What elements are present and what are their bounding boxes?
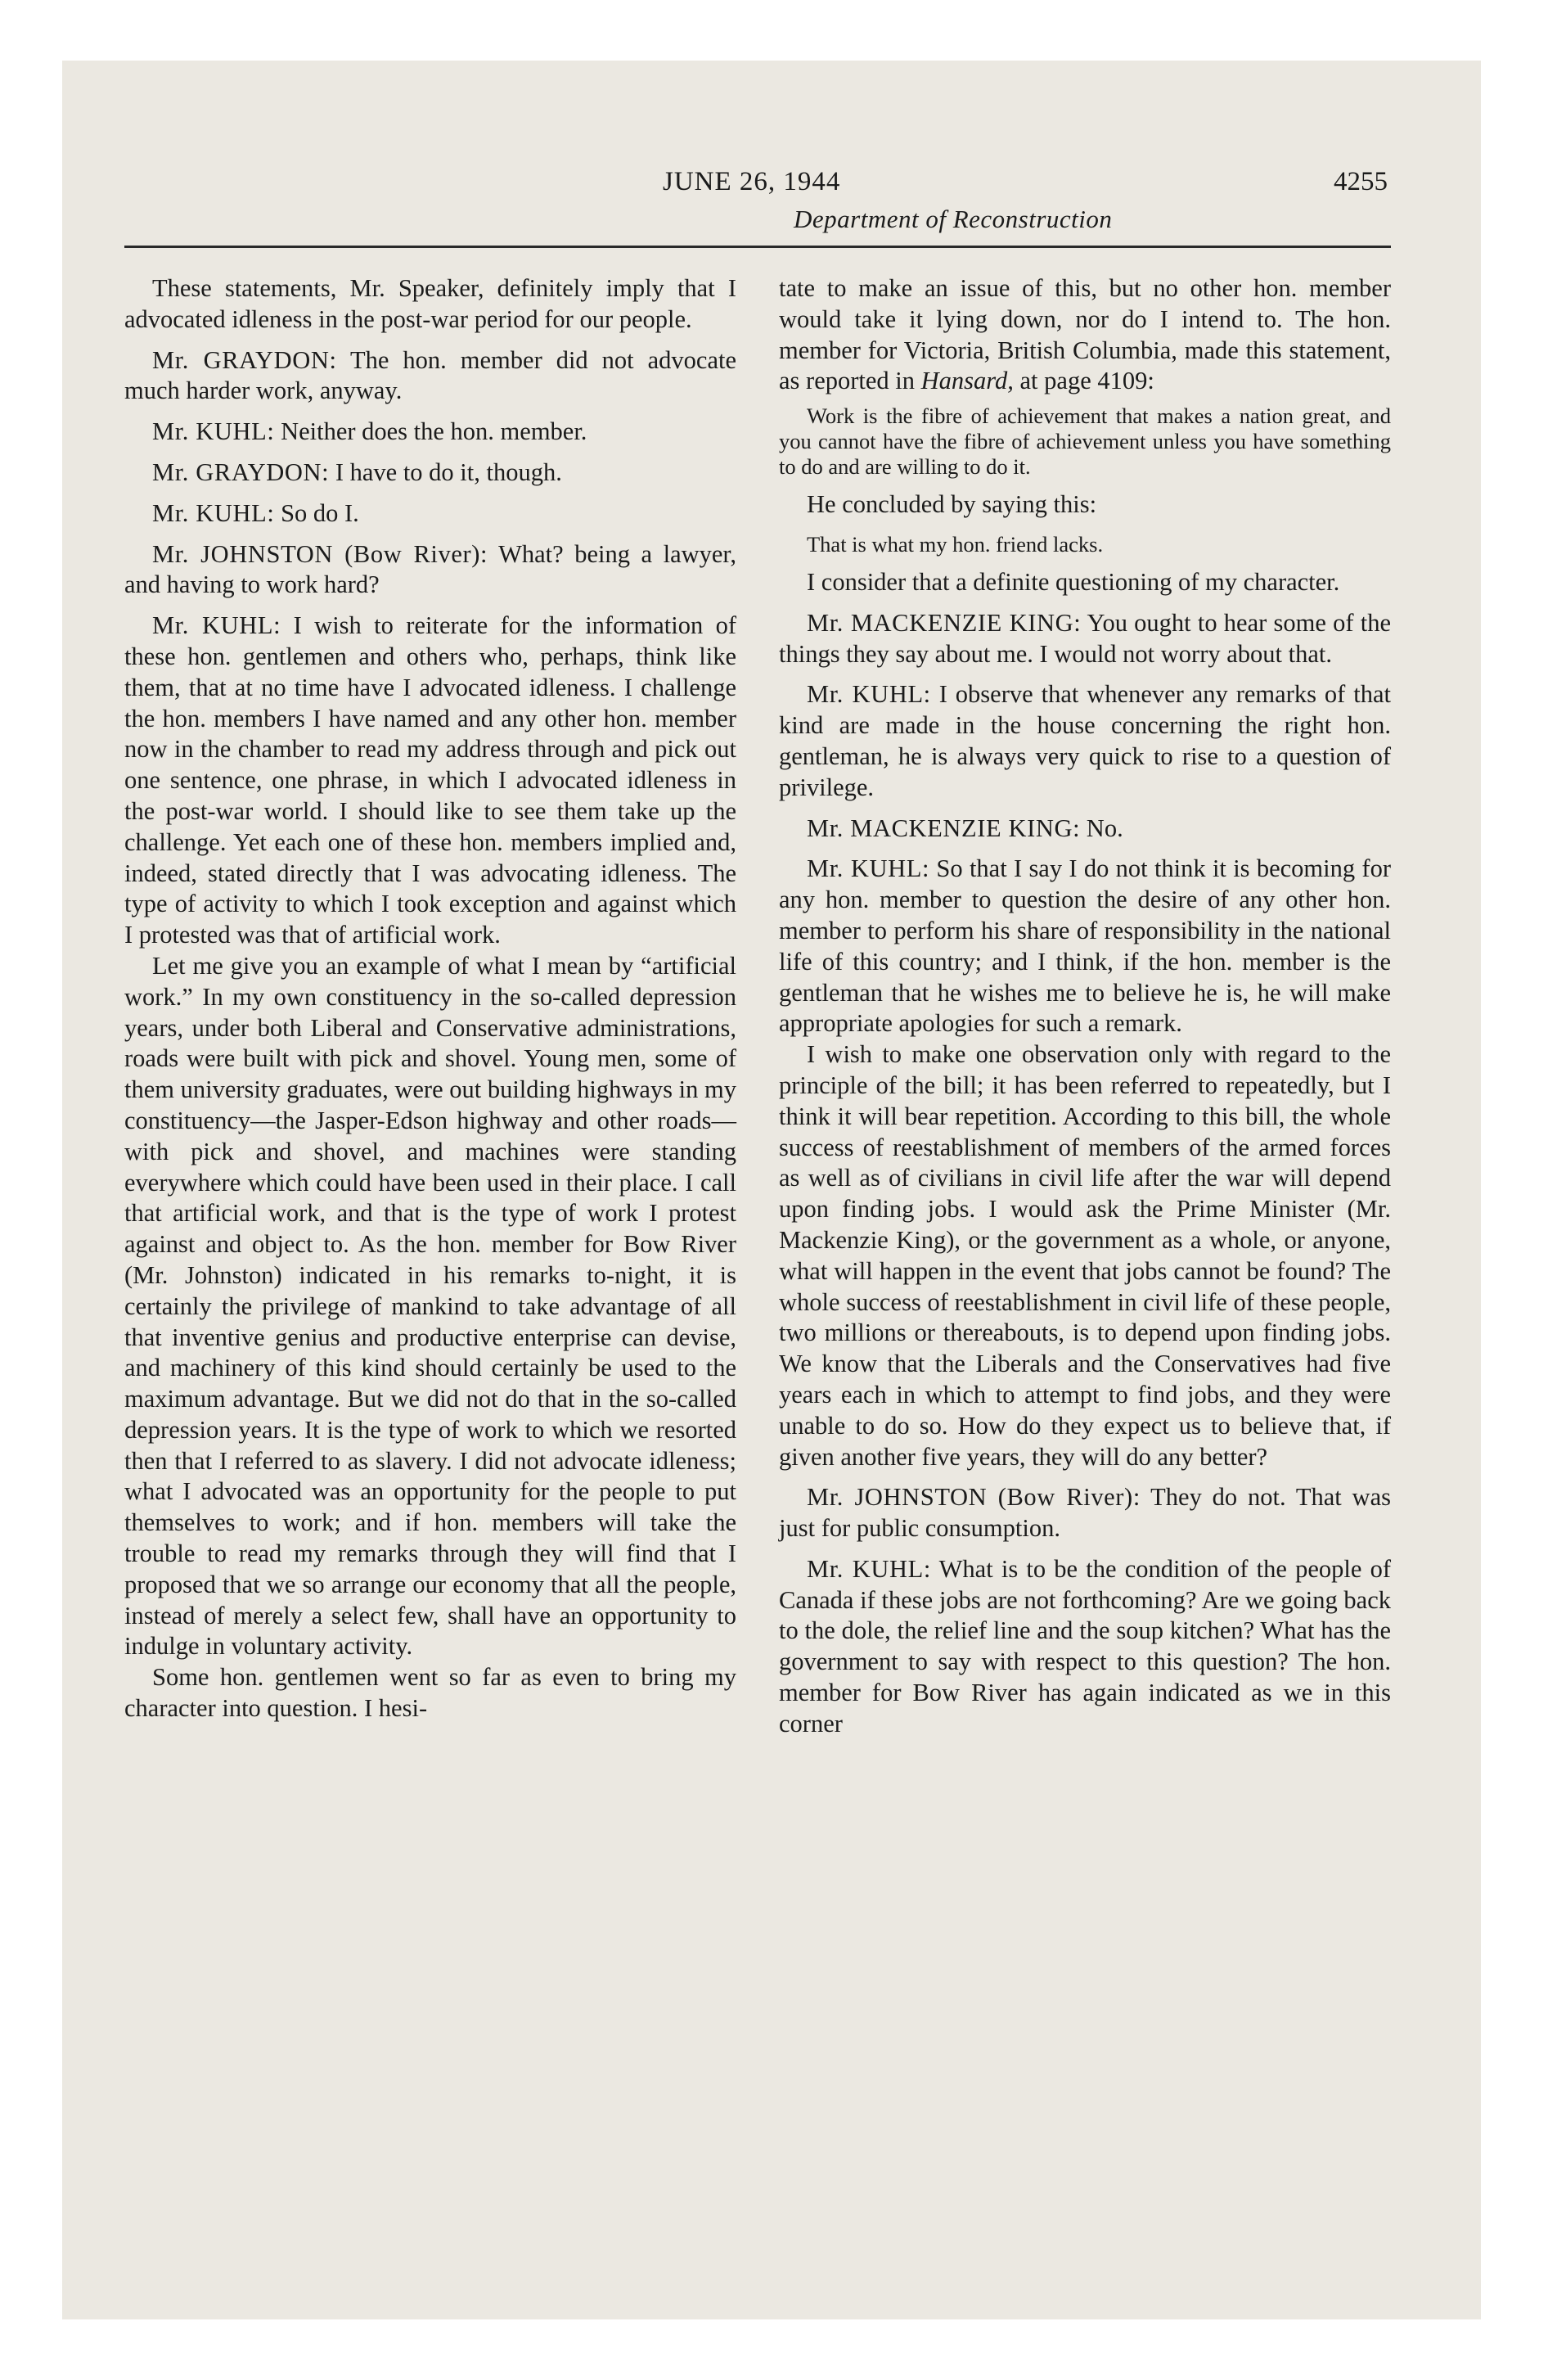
paragraph-text: So that I say I do not think it is becoming for any hon. member to question the desire of any other hon. member to perform his share of responsibility in the national life of this country; and I think, if the hon. member is the gentleman that he wishes me to believe he is, he will make appropriate apologies for such a remark.	[779, 854, 1391, 1038]
quote-text: That is what my hon. friend lacks.	[807, 531, 1104, 557]
hansard-page	[124, 164, 1391, 2202]
paragraph	[779, 854, 1391, 1039]
speaker-name: Mr. GRAYDON:	[152, 458, 330, 486]
paragraph	[779, 679, 1391, 803]
speaker-name: Mr. JOHNSTON (Bow River):	[152, 539, 488, 568]
speaker-name: Mr. KUHL:	[807, 1554, 931, 1583]
paragraph-text: What? being a lawyer, and having to work hard?	[124, 539, 736, 599]
speaker-name: Mr. KUHL:	[807, 680, 931, 709]
paragraph	[779, 567, 1391, 598]
right-column	[779, 273, 1391, 1740]
paragraph-text: Some hon. gentlemen went so far as even to bring my character into question. I hesi-	[124, 1663, 736, 1723]
paragraph-text: So do I.	[281, 498, 359, 527]
speaker-name: Mr. KUHL:	[152, 417, 275, 446]
page-header	[124, 164, 1391, 248]
speaker-name: Mr. KUHL:	[152, 498, 275, 527]
paragraph-text: Let me give you an example of what I mean by “artificial work.” In my own constituency in the so-called depression years, under both Liberal and Conservative administrations, roads were built with pick and shovel. Young men, some of them university graduates, were out building highways in my constituency—the Jasper-Edson highway and other roads—with pick and shovel, and machines were standing everywhere which could have been used in their place. I call that artificial work, and that is the type of work I protest against and object to. As the hon. member for Bow River (Mr. Johnston) indicated in his remarks to-night, it is certainly the privilege of mankind to take advantage of all that inventive genius and productive enterprise can devise, and machinery of this kind should certainly be used to the maximum advantage. But we did not do that in the so-called depression years. It is the type of work to which we resorted then that I referred to as slavery. I did not advocate idleness; what I advocated was an opportunity for the people to put themselves to work; and if hon. members will take the trouble to read my remarks through they will find that I proposed that we so arrange our economy that all the people, instead of merely a select few, shall have an opportunity to indulge in voluntary activity.	[124, 951, 736, 1661]
paragraph	[779, 608, 1391, 670]
paragraph-text: I have to do it, though.	[335, 458, 562, 486]
paragraph	[124, 1662, 736, 1724]
paragraph-text: You ought to hear some of the things they say about me. I would not worry about that.	[779, 608, 1392, 668]
speaker-name: Mr. KUHL:	[807, 854, 930, 883]
paragraph-text: The hon. member did not advocate much harder work, anyway.	[124, 345, 737, 405]
paragraph-text: He concluded by saying this:	[807, 490, 1097, 519]
paragraph-text: What is to be the condition of the people of Canada if these jobs are not forthcoming? Are we going back to the dole, the relief line and the soup kitchen? What has the government to say with respect to this question? The hon. member for Bow River has again indicated as we in this corner	[779, 1554, 1391, 1738]
paragraph-text: I wish to reiterate for the information of these hon. gentlemen and others who, perhaps, think like them, that at no time have I advocated idleness. I challenge the hon. members I have named and any other hon. member now in the chamber to read my address through and pick out one sentence, one phrase, in which I advocated idleness in the post-war world. I should like to see them take up the challenge. Yet each one of these hon. members implied and, indeed, stated directly that I was advocating idleness. The type of activity to which I took exception and against which I protested was that of artificial work.	[124, 611, 736, 949]
header-date: JUNE 26, 1944	[663, 167, 841, 196]
paragraph-text: I wish to make one observation only with regard to the principle of the bill; it has been referred to repeatedly, but I think it will bear repetition. According to this bill, the whole success of reestablishment of members of the armed forces as well as of civilians in civil life after the war will depend upon finding jobs. I would ask the Prime Minister (Mr. Mackenzie King), or the government as a whole, or anyone, what will happen in the event that jobs cannot be found? The whole success of reestablishment in civil life of these people, two millions or thereabouts, is to depend upon finding jobs. We know that the Liberals and the Conservatives had five years each in which to attempt to find jobs, and they were unable to do so. How do they expect us to believe that, if given another five years, they will do any better?	[779, 1040, 1391, 1471]
publication-name: Hansard,	[920, 367, 1014, 395]
paragraph	[779, 489, 1391, 521]
speaker-name: Mr. MACKENZIE KING:	[807, 814, 1081, 842]
speaker-name: Mr. MACKENZIE KING:	[807, 608, 1082, 637]
paragraph	[779, 1554, 1391, 1740]
quote-text: Work is the fibre of achievement that makes a nation great, and you cannot have the fibre of achievement unless you have something to do and are willing to do it.	[779, 403, 1391, 480]
paragraph	[124, 273, 736, 336]
left-column	[124, 273, 736, 1724]
paragraph	[124, 498, 736, 530]
paragraph	[124, 458, 736, 489]
block-quote	[779, 403, 1391, 480]
speaker-name: Mr. KUHL:	[152, 611, 281, 640]
paragraph-text: tate to make an issue of this, but no other hon. member would take it lying down, nor do I intend to. The hon. member for Victoria, British Columbia, made this statement, as reported in	[779, 274, 1391, 395]
page-number: 4255	[1334, 167, 1388, 196]
speaker-name: Mr. JOHNSTON (Bow River):	[807, 1483, 1141, 1512]
paragraph	[124, 539, 736, 602]
paragraph-text: I observe that whenever any remarks of that kind are made in the house concerning the right hon. gentleman, he is always very quick to rise to a question of privilege.	[779, 680, 1392, 801]
paragraph-text: No.	[1086, 814, 1123, 842]
paragraph	[779, 1039, 1391, 1472]
paragraph	[124, 345, 736, 408]
speaker-name: Mr. GRAYDON:	[152, 345, 337, 374]
paragraph-text: They do not. That was just for public consumption.	[779, 1483, 1391, 1543]
paragraph-text: Neither does the hon. member.	[281, 417, 587, 446]
section-title: Department of Reconstruction	[794, 205, 1113, 233]
paragraph-text: at page 4109:	[1013, 367, 1154, 395]
paragraph	[124, 611, 736, 951]
paragraph-text: These statements, Mr. Speaker, definitely imply that I advocated idleness in the post-war period for our people.	[124, 274, 736, 333]
block-quote	[779, 532, 1391, 557]
paragraph	[779, 1482, 1391, 1544]
paragraph	[779, 814, 1391, 845]
paragraph	[779, 273, 1391, 397]
paragraph-text: I consider that a definite questioning of my character.	[807, 567, 1340, 596]
paragraph	[124, 417, 736, 448]
paragraph	[124, 951, 736, 1662]
